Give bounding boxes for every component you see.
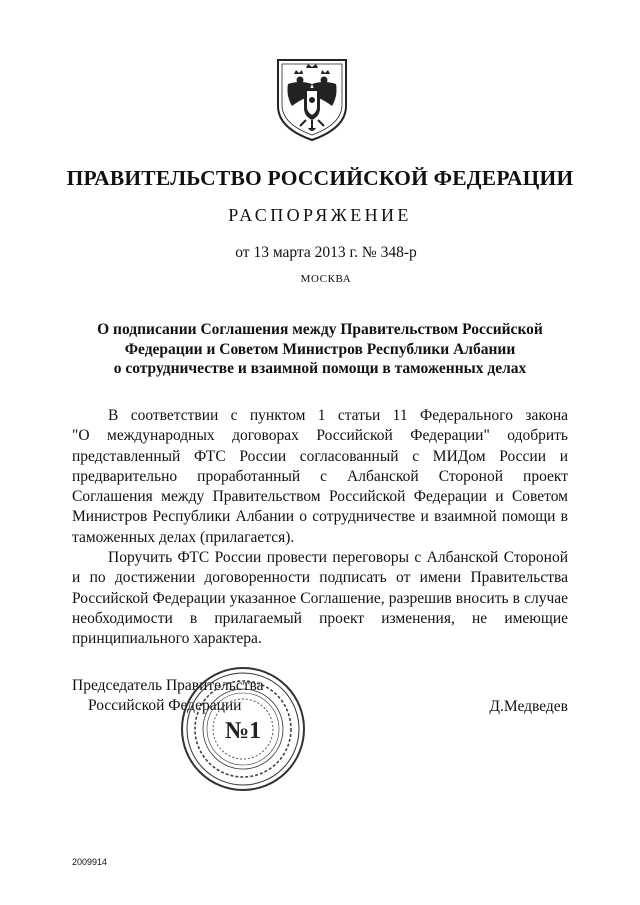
document-city: МОСКВА — [300, 273, 352, 285]
document-body — [72, 406, 568, 650]
official-seal-stamp — [178, 664, 308, 794]
subject-line: Федерации и Советом Министров Республики Албании — [124, 340, 516, 358]
signer-name: Д.Медведев — [489, 698, 568, 715]
body-line: необходимости в прилагаемый проект изменения, не имеющие — [72, 609, 568, 627]
seal-number: №1 — [224, 718, 262, 744]
subject-line: О подписании Соглашения между Правительством Российской — [97, 321, 543, 338]
body-line: таможенных делах (прилагается). — [72, 528, 295, 546]
signer-position-line: Российской Федерации — [88, 697, 242, 714]
body-line: представленный ФТС России согласованный с МИДом России и — [72, 447, 568, 465]
government-title: ПРАВИТЕЛЬСТВО РОССИЙСКОЙ ФЕДЕРАЦИИ — [66, 166, 574, 190]
body-line: Министров Республики Албании о сотрудничестве и взаимной помощи в — [72, 508, 568, 526]
document-date-number: от 13 марта 2013 г. № 348-р — [235, 244, 417, 261]
footer-code: 2009914 — [72, 857, 108, 867]
signer-position-line: Председатель Правительства — [72, 677, 264, 694]
body-line: Российской Федерации указанное Соглашение, разрешив вносить в случае — [72, 589, 568, 607]
document-type: РАСПОРЯЖЕНИЕ — [228, 205, 412, 225]
body-line: принципиального характера. — [72, 630, 262, 648]
body-line: Поручить ФТС России провести переговоры с Албанской Стороной — [108, 549, 568, 567]
body-line: и по достижении договоренности подписать от имени Правительства — [72, 569, 568, 587]
body-paragraph-1 — [72, 406, 568, 548]
document-subject — [72, 320, 568, 379]
body-paragraph-2 — [72, 548, 568, 649]
body-line: предварительно проработанный с Албанской Стороной проект — [72, 467, 568, 485]
body-line: "О международных договорах Российской Федерации" одобрить — [72, 427, 568, 445]
subject-line: о сотрудничестве и взаимной помощи в таможенных делах — [113, 360, 527, 377]
body-line: В соответствии с пунктом 1 статьи 11 Федерального закона — [108, 407, 568, 424]
coat-of-arms-emblem — [272, 54, 352, 144]
body-line: Соглашения между Правительством Российской Федерации и Советом — [72, 488, 568, 506]
